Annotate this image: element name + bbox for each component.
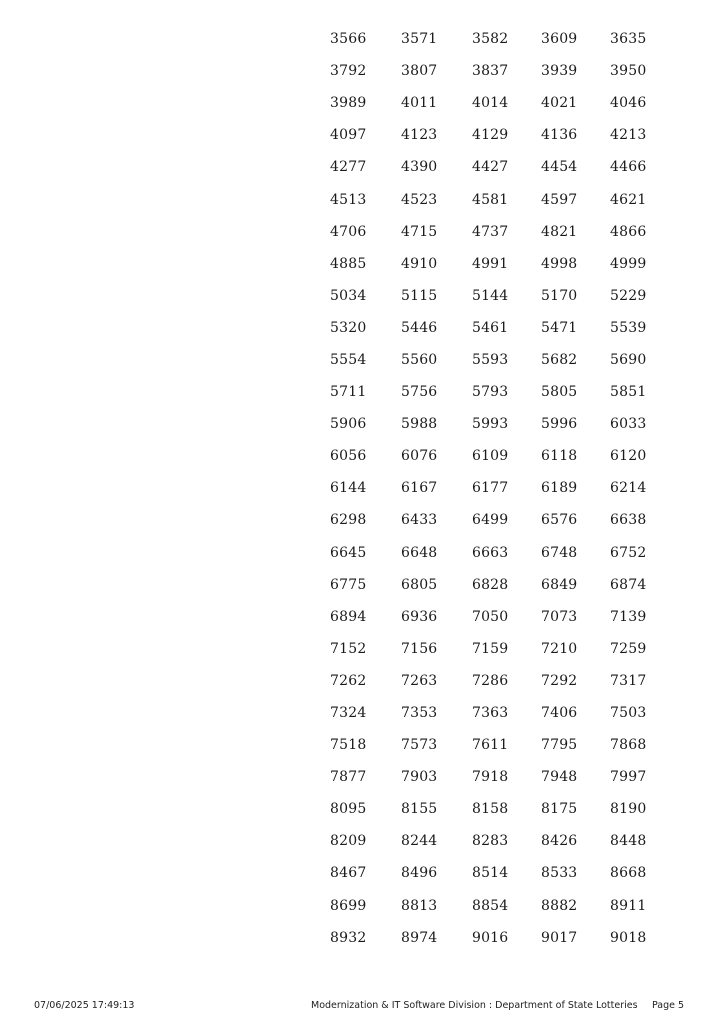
number-cell: 6120: [610, 448, 647, 465]
table-row: [320, 151, 670, 183]
number-cell: 7918: [471, 769, 509, 786]
table-row: [320, 922, 670, 954]
number-cell: 4011: [400, 95, 438, 112]
table-row: [320, 23, 670, 55]
number-cell: 6805: [400, 576, 438, 593]
number-cell: 5711: [330, 384, 367, 401]
number-cell: 7877: [330, 769, 367, 786]
number-cell: 4597: [540, 191, 578, 208]
number-cell: 6828: [471, 576, 509, 593]
number-cell: 4737: [471, 223, 509, 240]
footer-datetime: 07/06/2025 17:49:13: [34, 1000, 135, 1011]
number-cell: 6177: [471, 480, 509, 497]
table-row: [320, 248, 670, 280]
number-cell: 6894: [330, 608, 367, 625]
number-cell: 4715: [400, 223, 438, 240]
number-cell: 8095: [330, 801, 367, 818]
table-row: [320, 537, 670, 569]
number-cell: 8668: [610, 865, 647, 882]
number-cell: 7903: [400, 769, 438, 786]
number-cell: 6936: [400, 608, 438, 625]
table-row: [320, 890, 670, 922]
number-cell: 5906: [330, 416, 367, 433]
table-row: [320, 87, 670, 119]
number-cell: 8854: [471, 897, 509, 914]
number-cell: 4097: [330, 127, 367, 144]
number-cell: 7406: [540, 705, 578, 722]
number-cell: 4821: [540, 223, 578, 240]
number-cell: 5988: [400, 416, 438, 433]
number-cell: 5593: [471, 351, 509, 368]
table-row: [320, 665, 670, 697]
table-row: [320, 344, 670, 376]
number-cell: 3609: [540, 31, 578, 48]
number-cell: 5461: [471, 319, 509, 336]
number-cell: 8175: [540, 801, 578, 818]
number-cell: 8533: [540, 865, 578, 882]
table-row: [320, 569, 670, 601]
table-row: [320, 697, 670, 729]
number-cell: 3582: [471, 31, 509, 48]
number-cell: 7262: [330, 672, 367, 689]
number-cell: 7795: [540, 737, 578, 754]
number-cell: 5539: [610, 319, 647, 336]
number-cell: 8496: [400, 865, 438, 882]
number-cell: 4998: [540, 255, 578, 272]
number-cell: 4991: [471, 255, 509, 272]
number-cell: 6118: [540, 448, 578, 465]
number-cell: 6214: [610, 480, 647, 497]
table-row: [320, 633, 670, 665]
number-cell: 8244: [400, 833, 438, 850]
number-cell: 8448: [610, 833, 647, 850]
number-cell: 7868: [610, 737, 647, 754]
table-row: [320, 408, 670, 440]
table-row: [320, 376, 670, 408]
number-cell: 5851: [610, 384, 647, 401]
number-cell: 7050: [471, 608, 509, 625]
number-cell: 3792: [330, 63, 367, 80]
number-cell: 6433: [400, 512, 438, 529]
number-cell: 5805: [540, 384, 578, 401]
number-cell: 8283: [471, 833, 509, 850]
table-row: [320, 857, 670, 889]
table-row: [320, 793, 670, 825]
number-cell: 4885: [330, 255, 367, 272]
number-cell: 6167: [400, 480, 438, 497]
number-cell: 3635: [610, 31, 647, 48]
number-cell: 3837: [471, 63, 509, 80]
number-cell: 7317: [610, 672, 647, 689]
number-cell: 4910: [400, 255, 438, 272]
number-cell: 9016: [471, 929, 509, 946]
number-cell: 8155: [400, 801, 438, 818]
number-cell: 5690: [610, 351, 647, 368]
number-cell: 7353: [400, 705, 438, 722]
number-cell: 8813: [400, 897, 438, 914]
footer-division: Modernization & IT Software Division : Department of State Lotteries: [311, 1000, 638, 1011]
number-cell: 6748: [540, 544, 578, 561]
number-cell: 3566: [330, 31, 367, 48]
number-cell: 7573: [400, 737, 438, 754]
number-cell: 4213: [610, 127, 647, 144]
table-row: [320, 761, 670, 793]
number-cell: 6499: [471, 512, 509, 529]
table-row: [320, 825, 670, 857]
number-cell: 6775: [330, 576, 367, 593]
number-cell: 8911: [610, 897, 647, 914]
number-cell: 6645: [330, 544, 367, 561]
table-row: [320, 312, 670, 344]
number-cell: 7263: [400, 672, 438, 689]
number-cell: 6849: [540, 576, 578, 593]
number-cell: 7292: [540, 672, 578, 689]
table-row: [320, 55, 670, 87]
number-cell: 8932: [330, 929, 367, 946]
number-cell: 4021: [540, 95, 578, 112]
number-cell: 6874: [610, 576, 647, 593]
footer-page-number: Page 5: [652, 1000, 685, 1011]
table-row: [320, 472, 670, 504]
number-cell: 3950: [610, 63, 647, 80]
number-cell: 8882: [540, 897, 578, 914]
number-cell: 7259: [610, 640, 647, 657]
number-cell: 6752: [610, 544, 647, 561]
number-cell: 7152: [330, 640, 367, 657]
number-cell: 5682: [540, 351, 578, 368]
number-cell: 4581: [471, 191, 509, 208]
number-cell: 6144: [330, 480, 367, 497]
number-cell: 4390: [400, 159, 438, 176]
number-cell: 5756: [400, 384, 438, 401]
number-cell: 3989: [330, 95, 367, 112]
table-row: [320, 216, 670, 248]
number-cell: 3571: [400, 31, 438, 48]
number-cell: 6189: [540, 480, 578, 497]
number-cell: 7159: [471, 640, 509, 657]
number-cell: 4454: [540, 159, 578, 176]
table-row: [320, 183, 670, 215]
number-cell: 7324: [330, 705, 367, 722]
number-cell: 8158: [471, 801, 509, 818]
number-cell: 7948: [540, 769, 578, 786]
number-cell: 6076: [400, 448, 438, 465]
number-cell: 4123: [400, 127, 438, 144]
number-cell: 4014: [471, 95, 509, 112]
number-cell: 4621: [610, 191, 647, 208]
number-cell: 4136: [540, 127, 578, 144]
table-row: [320, 440, 670, 472]
number-cell: 5993: [471, 416, 509, 433]
number-cell: 5115: [400, 287, 438, 304]
number-cell: 4427: [471, 159, 509, 176]
number-cell: 8699: [330, 897, 367, 914]
number-cell: 4129: [471, 127, 509, 144]
number-cell: 7363: [471, 705, 509, 722]
number-cell: 5471: [540, 319, 578, 336]
number-cell: 8467: [330, 865, 367, 882]
table-row: [320, 601, 670, 633]
number-cell: 7073: [540, 608, 578, 625]
number-cell: 7210: [540, 640, 578, 657]
number-cell: 4706: [330, 223, 367, 240]
number-cell: 5996: [540, 416, 578, 433]
number-cell: 6663: [471, 544, 509, 561]
number-cell: 5554: [330, 351, 367, 368]
number-cell: 5229: [610, 287, 647, 304]
number-cell: 8190: [610, 801, 647, 818]
number-cell: 7156: [400, 640, 438, 657]
table-row: [320, 729, 670, 761]
number-cell: 4466: [610, 159, 647, 176]
number-cell: 4999: [610, 255, 647, 272]
number-cell: 7286: [471, 672, 509, 689]
number-cell: 5320: [330, 319, 367, 336]
number-cell: 4277: [330, 159, 367, 176]
number-cell: 6298: [330, 512, 367, 529]
number-cell: 5034: [330, 287, 367, 304]
number-cell: 4523: [400, 191, 438, 208]
number-cell: 5446: [400, 319, 438, 336]
number-cell: 6638: [610, 512, 647, 529]
number-cell: 8514: [471, 865, 509, 882]
number-cell: 8209: [330, 833, 367, 850]
number-cell: 7611: [471, 737, 509, 754]
number-cell: 4513: [330, 191, 367, 208]
number-cell: 5793: [471, 384, 509, 401]
number-cell: 5144: [471, 287, 509, 304]
number-cell: 6033: [610, 416, 647, 433]
number-cell: 6109: [471, 448, 509, 465]
number-cell: 7518: [330, 737, 367, 754]
number-cell: 6056: [330, 448, 367, 465]
number-cell: 9018: [610, 929, 647, 946]
number-cell: 8426: [540, 833, 578, 850]
number-cell: 4046: [610, 95, 647, 112]
table-row: [320, 119, 670, 151]
number-cell: 7997: [610, 769, 647, 786]
number-cell: 9017: [540, 929, 578, 946]
number-cell: 7503: [610, 705, 647, 722]
number-cell: 3939: [540, 63, 578, 80]
number-cell: 7139: [610, 608, 647, 625]
number-cell: 5170: [540, 287, 578, 304]
number-cell: 6576: [540, 512, 578, 529]
number-cell: 6648: [400, 544, 438, 561]
number-cell: 3807: [400, 63, 438, 80]
number-cell: 4866: [610, 223, 647, 240]
number-cell: 8974: [400, 929, 438, 946]
table-row: [320, 280, 670, 312]
number-cell: 5560: [400, 351, 438, 368]
winning-numbers-table: [320, 23, 670, 954]
table-row: [320, 504, 670, 536]
